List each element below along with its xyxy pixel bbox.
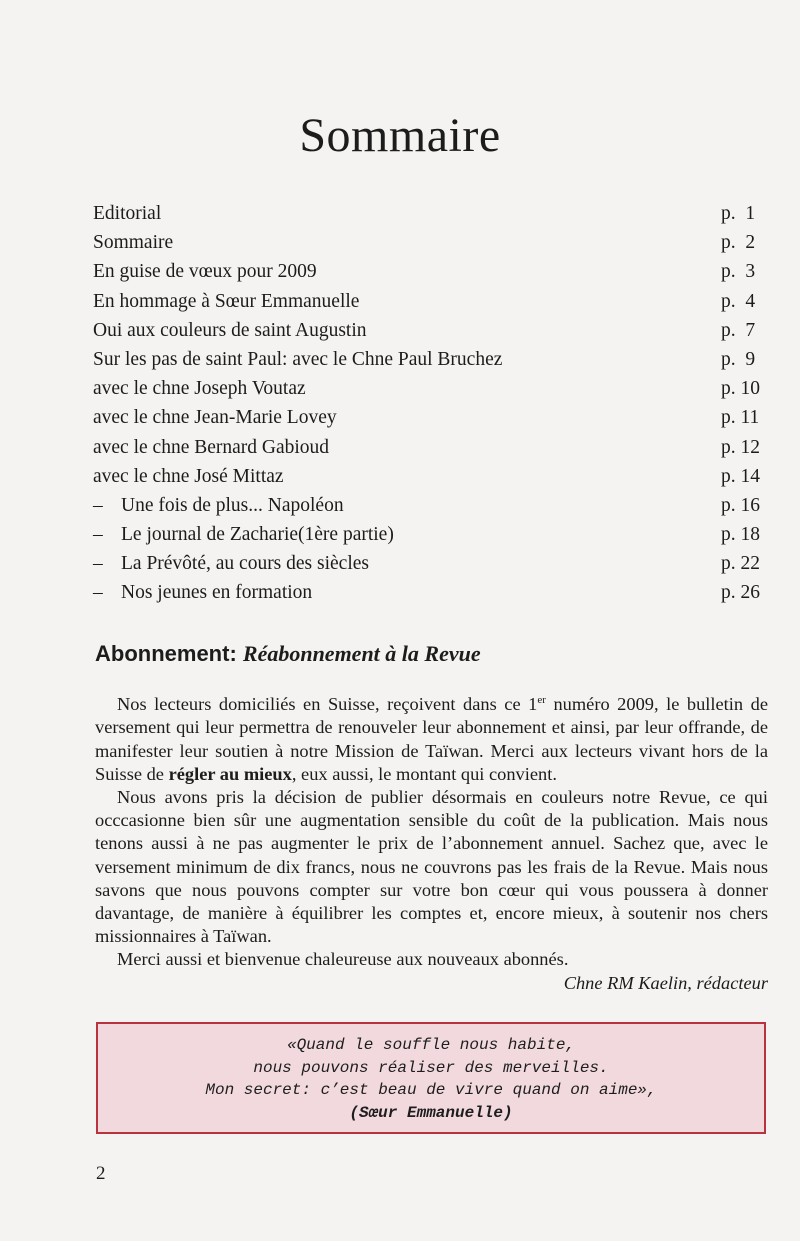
toc-entry-title (93, 524, 394, 546)
paragraph-2: Nous avons pris la décision de publier désormais en couleurs notre Revue, ce qui occcasionne bien sûr une augmentation sensible du coût de la publication. Mais nous tenons aussi à ne pas augmenter le prix de l’abonnement annuel. Sachez que, avec le versement minimum de dix francs, nous ne couvrons pas les frais de la Revue. Mais nous savons que nous pouvons compter sur votre bon cœur qui vous poussera à donner davantage, de manière à équilibrer les comptes et, encore mieux, à soutenir nos chers missionnaires à Taïwan. (95, 786, 768, 947)
toc-entry-page: p. 22 (721, 553, 760, 575)
toc-entry-label: avec le chne Bernard Gabioud (93, 436, 330, 458)
toc-entry-page: p. 18 (721, 524, 760, 546)
quote-line-2: nous pouvons réaliser des merveilles. (253, 1058, 609, 1077)
toc-dash: – (93, 553, 103, 575)
toc-row (93, 349, 767, 378)
toc-entry-title (93, 466, 284, 488)
toc-entry-label: Sommaire (93, 232, 174, 254)
bold-text: régler au mieux (168, 763, 292, 784)
page-title: Sommaire (299, 109, 501, 162)
paragraph-3: Merci aussi et bienvenue chaleureuse aux nouveaux abonnés. (117, 949, 569, 970)
toc-entry-page: p. 2 (721, 232, 756, 254)
toc-entry-label: En guise de vœux pour 2009 (93, 261, 317, 283)
toc-row (93, 203, 767, 232)
toc-entry-title (93, 291, 359, 313)
toc-entry-page: p. 7 (721, 319, 756, 341)
paragraph-1: Nos lecteurs domiciliés en Suisse, reçoivent dans ce 1er numéro 2009, le bulletin de versement qui leur permettra de renouveler leur abonnement et ainsi, par leur offrande, de manifester leur soutien à notre Mission de Taïwan. Merci aux lecteurs vivant hors de la Suisse de régler au mieux, eux aussi, le montant qui convient. (95, 694, 768, 784)
superscript: er (537, 694, 546, 706)
toc-entry-label: avec le chne José Mittaz (93, 465, 284, 487)
toc-entry-label: avec le chne Joseph Voutaz (93, 378, 306, 400)
toc-row (93, 582, 767, 611)
toc-entry-title (93, 261, 317, 283)
toc-row (93, 378, 767, 407)
toc-entry-page: p. 9 (721, 348, 756, 370)
toc-entry-page: p. 11 (721, 407, 760, 429)
toc-entry-title (93, 378, 306, 400)
toc-entry-label: Nos jeunes en formation (121, 582, 313, 604)
quote-author: (Sœur Emmanuelle) (349, 1103, 513, 1122)
toc-entry-title (93, 437, 329, 459)
signature: Chne RM Kaelin, rédacteur (563, 972, 768, 993)
toc-entry-page: p. 3 (721, 261, 756, 283)
quote-line-1: «Quand le souffle nous habite, (286, 1036, 576, 1054)
toc-row (93, 524, 767, 553)
toc-entry-title (93, 407, 337, 429)
toc-entry-label: Une fois de plus... Napoléon (121, 494, 344, 516)
toc-entry-page: p. 12 (721, 436, 760, 458)
toc-entry-page: p. 1 (721, 203, 756, 224)
toc-entry-label: avec le chne Jean-Marie Lovey (93, 407, 337, 429)
toc-entry-label: Sur les pas de saint Paul: avec le Chne Paul Bruchez (93, 348, 503, 370)
toc-entry-title (93, 495, 344, 517)
toc-entry-page: p. 26 (721, 582, 760, 604)
toc-entry-label: Oui aux couleurs de saint Augustin (93, 319, 367, 341)
toc-row (93, 261, 767, 290)
toc-entry-label: La Prévôté, au cours des siècles (121, 553, 369, 575)
toc-dash: – (93, 582, 103, 604)
toc-row (93, 466, 767, 495)
toc-row (93, 495, 767, 524)
toc-entry-title (93, 582, 312, 604)
toc-entry-title (93, 320, 367, 342)
toc-dash: – (93, 494, 103, 516)
table-of-contents (93, 203, 767, 612)
quote-line-3: Mon secret: c’est beau de vivre quand on aime», (205, 1081, 657, 1099)
toc-entry-label: En hommage à Sœur Emmanuelle (93, 290, 360, 312)
toc-entry-title (93, 203, 161, 225)
toc-row (93, 232, 767, 261)
quote-box (96, 1022, 766, 1134)
toc-row (93, 437, 767, 466)
toc-row (93, 320, 767, 349)
page-number: 2 (96, 1163, 106, 1184)
toc-entry-label: Editorial (93, 203, 162, 224)
section-body (95, 689, 768, 995)
toc-row (93, 407, 767, 436)
toc-entry-title (93, 349, 502, 371)
section-heading (95, 641, 481, 667)
toc-entry-page: p. 10 (721, 378, 760, 400)
section-heading-main: Abonnement: (95, 641, 237, 666)
toc-row (93, 291, 767, 320)
toc-row (93, 553, 767, 582)
toc-entry-title (93, 553, 369, 575)
toc-entry-page: p. 4 (721, 290, 756, 312)
toc-dash: – (93, 524, 103, 546)
toc-entry-title (93, 232, 173, 254)
section-heading-subtitle: Réabonnement à la Revue (242, 641, 481, 666)
toc-entry-label: Le journal de Zacharie(1ère partie) (121, 524, 394, 546)
toc-entry-page: p. 14 (721, 465, 760, 487)
toc-entry-page: p. 16 (721, 494, 760, 516)
